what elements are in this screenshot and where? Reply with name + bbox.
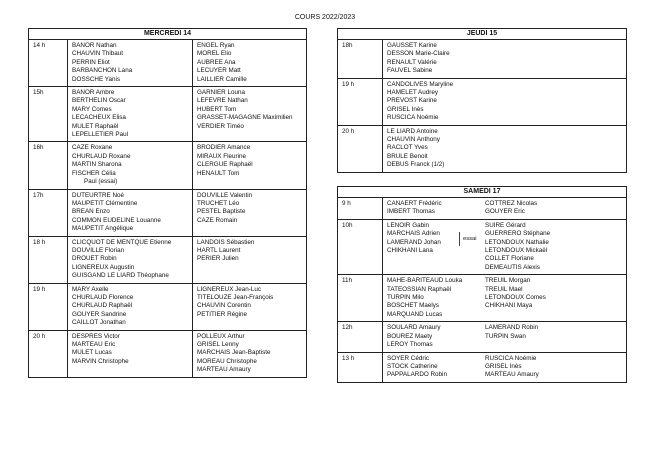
student-name: RACLOT Yves xyxy=(387,144,428,152)
student-name: LECACHEUX Elisa xyxy=(72,114,126,122)
names-group xyxy=(383,40,627,79)
student-name: PERIER Julien xyxy=(197,255,239,263)
student-name: BANOR Ambre xyxy=(72,89,115,97)
right-group xyxy=(193,189,307,236)
student-name: MARTEAU Amaury xyxy=(485,371,539,379)
student-name: CHURLAUD Raphaël xyxy=(72,302,133,310)
student-name: BANOR Nathan xyxy=(72,42,117,49)
student-name: RUSCICA Noémie xyxy=(387,114,439,122)
student-name: DOUVILLE Valentin xyxy=(197,191,253,199)
names-group xyxy=(383,125,627,172)
student-name: MARY Axelle xyxy=(72,285,109,293)
left-group xyxy=(68,87,193,142)
essai-note: essai xyxy=(459,232,477,246)
student-name: DEBUS Franck (1/2) xyxy=(387,161,445,169)
left-group xyxy=(68,330,193,377)
student-name: MARTEAU Eric xyxy=(72,341,116,348)
name-pair xyxy=(387,363,626,371)
student-name: CAILLOT Jonathan xyxy=(72,319,126,327)
student-name: GOUYER Eric xyxy=(485,208,525,216)
student-name: DOSSCHE Yanis xyxy=(72,75,121,83)
right-group xyxy=(193,87,307,142)
left-group xyxy=(68,189,193,236)
name-pair xyxy=(387,277,626,285)
right-group xyxy=(193,40,307,87)
saturday-heading: SAMEDI 17 xyxy=(338,187,627,198)
student-name: PETITIER Régine xyxy=(197,310,248,318)
student-name: CHIKHANI Maya xyxy=(485,302,533,310)
student-name: LIGNEREUX Jean-Luc xyxy=(197,285,262,293)
student-name: ENGEL Ryan xyxy=(197,42,235,49)
student-name: PESTEL Baptiste xyxy=(197,208,246,216)
page-title: COURS 2022/2023 xyxy=(294,14,356,21)
time-label: 10h xyxy=(338,219,383,274)
time-slot-row xyxy=(29,40,307,87)
student-name: MARVIN Christophe xyxy=(72,357,129,365)
student-name: GUERRERO Stéphane xyxy=(485,230,551,238)
student-name: CANDOLIVES Maryline xyxy=(387,80,454,88)
time-label: 16h xyxy=(29,142,68,189)
name-pair xyxy=(387,294,626,302)
student-name: MARY Comes xyxy=(72,105,112,113)
student-name: HENAULT Tom xyxy=(197,169,240,177)
student-name: RUSCICA Noémie xyxy=(485,354,537,362)
student-name: LENOIR Gabin xyxy=(387,221,429,229)
student-name: DUTEURTRE Noé xyxy=(72,191,125,199)
name-pair xyxy=(387,302,626,310)
student-name: COTTREZ Nicolas xyxy=(485,200,538,207)
time-slot-row xyxy=(338,275,627,322)
student-name xyxy=(387,255,485,263)
student-name: MIRAUX Fleurine xyxy=(197,152,246,160)
time-label: 19 h xyxy=(338,78,383,125)
wednesday-table xyxy=(28,28,307,378)
student-name: CHURLAUD Florence xyxy=(72,293,134,301)
time-slot-row xyxy=(338,125,627,172)
name-pair xyxy=(387,286,626,294)
time-slot-row xyxy=(29,330,307,377)
student-name: TREUIL Morgan xyxy=(485,277,531,285)
student-name: TATEOSSIAN Raphaël xyxy=(387,285,452,293)
student-name: GUISGAND LE LIARD Théophane xyxy=(72,272,169,280)
right-group xyxy=(193,142,307,189)
student-name: COMMON EUDELINE Louanne xyxy=(72,216,161,224)
left-group xyxy=(68,40,193,87)
student-name: BOUREZ Maety xyxy=(387,332,433,340)
name-pair xyxy=(387,247,626,255)
time-label: 14 h xyxy=(29,40,68,87)
time-slot-row xyxy=(338,198,627,220)
student-name: LE LIARD Antoine xyxy=(387,127,438,135)
time-label: 17h xyxy=(29,189,68,236)
student-name xyxy=(485,341,581,349)
student-name: MAUPETIT Clémentine xyxy=(72,199,138,207)
student-name: TITELOUZE Jean-François xyxy=(197,293,274,301)
time-slot-row xyxy=(338,219,627,274)
name-pair xyxy=(387,355,626,363)
name-pair xyxy=(387,255,626,263)
student-name: CHAUVIN Anthony xyxy=(387,136,440,144)
name-pair xyxy=(387,341,626,349)
student-name: AUBREE Ana xyxy=(197,58,236,66)
student-name: BERTHELIN Oscar xyxy=(72,97,126,105)
thursday-heading: JEUDI 15 xyxy=(338,29,627,40)
student-name: SOYER Cédric xyxy=(387,354,429,362)
student-name: STOCK Catherine xyxy=(387,362,438,370)
student-name: CAZE Roxane xyxy=(72,144,113,152)
time-slot-row xyxy=(29,142,307,189)
student-name: LEROY Thomas xyxy=(387,341,433,349)
left-group xyxy=(68,283,193,330)
student-name: MARTEAU Amaury xyxy=(197,366,251,374)
student-name: TRUCHET Léo xyxy=(197,199,240,207)
student-name: CLICQUOT DE MENTQUE Etienne xyxy=(72,238,172,246)
student-name: TURPIN Milo xyxy=(387,294,424,302)
student-name: DROUET Robin xyxy=(72,255,117,263)
student-name: LAILLIER Camille xyxy=(197,75,247,83)
student-name: LEFEVRE Nathan xyxy=(197,97,248,105)
student-name: LETONDOUX Mickaël xyxy=(485,247,548,255)
student-name: CHAUVIN Corentin xyxy=(197,302,251,310)
time-label: 18 h xyxy=(29,236,68,283)
student-name xyxy=(485,311,581,319)
student-name: DOUVILLE Florian xyxy=(72,246,125,254)
time-slot-row xyxy=(29,283,307,330)
time-label: 20 h xyxy=(338,125,383,172)
student-name: CLERGUE Raphaël xyxy=(197,161,253,169)
right-group xyxy=(193,283,307,330)
student-name: LAMERAND Johan xyxy=(387,238,441,246)
student-name: CHURLAUD Roxane xyxy=(72,152,131,160)
names-group xyxy=(383,78,627,125)
names-group xyxy=(383,219,627,274)
time-label: 13 h xyxy=(338,352,383,382)
name-pair xyxy=(387,371,626,379)
saturday-table xyxy=(337,186,627,383)
name-pair xyxy=(387,208,626,216)
time-label: 20 h xyxy=(29,330,68,377)
left-group xyxy=(68,142,193,189)
student-name: MARTIN Sharona xyxy=(72,161,122,169)
student-name: LAMERAND Robin xyxy=(485,324,539,332)
student-name: BRULE Benoit xyxy=(387,152,428,160)
student-name: GRISEL Lenny xyxy=(197,341,239,348)
student-name: DEMEAUTIS Alexis xyxy=(485,263,540,271)
student-name: TREUIL Mael xyxy=(485,285,523,293)
student-name: MOREAU Christophe xyxy=(197,357,257,365)
student-name: FAUVEL Sabine xyxy=(387,67,433,75)
student-name: PAPPALARDO Robin xyxy=(387,371,447,379)
student-name: MULET Raphaël xyxy=(72,122,119,130)
student-name: MULET Lucas xyxy=(72,349,112,357)
student-name: GAUSSET Karine xyxy=(387,42,437,49)
right-group xyxy=(193,330,307,377)
time-slot-row xyxy=(338,78,627,125)
student-name: Paul (essai) xyxy=(84,178,118,186)
time-label: 11h xyxy=(338,275,383,322)
student-name: PERRIN Eliot xyxy=(72,58,110,66)
student-name: DESSON Marie-Claire xyxy=(387,50,450,58)
student-name: MARCHAIS Adrien xyxy=(387,230,440,238)
student-name xyxy=(387,264,485,272)
name-pair xyxy=(387,230,626,238)
name-pair xyxy=(387,333,626,341)
name-pair xyxy=(387,311,626,319)
student-name: GRASSET-MAGAGNE Maximilien xyxy=(197,114,293,122)
student-name: MARQUAND Lucas xyxy=(387,310,443,318)
names-group xyxy=(383,352,627,382)
time-slot-row xyxy=(29,236,307,283)
student-name: LETONDOUX Nathalie xyxy=(485,238,549,246)
student-name: GOUYER Sandrine xyxy=(72,310,127,318)
student-name: LIGNEREUX Augustin xyxy=(72,263,135,271)
names-group xyxy=(383,275,627,322)
student-name: IMBERT Thomas xyxy=(387,208,435,216)
student-name: LANDOIS Sébastien xyxy=(197,238,255,246)
time-slot-row xyxy=(29,87,307,142)
student-name: MARCHAIS Jean-Baptiste xyxy=(197,349,271,357)
student-name: COLLET Floriane xyxy=(485,255,534,263)
student-name: HARTL Laurent xyxy=(197,246,241,254)
names-group xyxy=(383,198,627,220)
student-name: RENAULT Valérie xyxy=(387,58,437,66)
name-pair xyxy=(387,264,626,272)
student-name: LEPELLETIER Paul xyxy=(72,131,129,139)
student-name: DESPRES Victor xyxy=(72,332,120,340)
student-name: GARNIER Louna xyxy=(197,89,245,97)
time-label: 19 h xyxy=(29,283,68,330)
student-name: LETONDOUX Comes xyxy=(485,294,546,302)
student-name: CANAERT Frédéric xyxy=(387,200,442,207)
student-name: GRISEL Inès xyxy=(485,362,522,370)
student-name: CHIKHANI Lana xyxy=(387,247,433,255)
thursday-table xyxy=(337,28,627,173)
student-name: TURPIN Swan xyxy=(485,332,526,340)
names-group xyxy=(383,322,627,352)
right-group xyxy=(193,236,307,283)
student-name: BARBANCHON Lana xyxy=(72,67,133,75)
time-slot-row xyxy=(338,352,627,382)
student-name: LECUYER Matt xyxy=(197,67,241,75)
time-label: 15h xyxy=(29,87,68,142)
student-name: PREVOST Karine xyxy=(387,97,437,105)
name-pair xyxy=(387,239,626,247)
time-slot-row xyxy=(338,40,627,79)
student-name: MOREL Elio xyxy=(197,50,232,58)
student-name: CAZE Romain xyxy=(197,216,238,224)
student-name: HAMELET Audrey xyxy=(387,89,438,97)
student-name: MAUPETIT Angélique xyxy=(72,225,134,233)
left-group xyxy=(68,236,193,283)
name-pair xyxy=(387,324,626,332)
time-label: 9 h xyxy=(338,198,383,220)
student-name: SOULARD Amaury xyxy=(387,324,441,332)
student-name: CHAUVIN Thibaut xyxy=(72,50,123,58)
student-name: MAHE-BARITEAUD Louka xyxy=(387,277,463,285)
student-name: GRISEL Inès xyxy=(387,105,424,113)
time-slot-row xyxy=(29,189,307,236)
student-name: FISCHER Célia xyxy=(72,169,116,177)
student-name: BREAN Enzo xyxy=(72,208,110,216)
name-pair xyxy=(387,200,626,208)
student-name: POLLEUX Arthur xyxy=(197,332,245,340)
time-slot-row xyxy=(338,322,627,352)
student-name: BOSCHET Maelys xyxy=(387,302,440,310)
student-name: BRODIER Amance xyxy=(197,144,251,152)
student-name: VERDIER Timéo xyxy=(197,122,244,130)
name-pair xyxy=(387,222,626,230)
wednesday-heading: MERCREDI 14 xyxy=(29,29,307,40)
student-name: SUIRE Gérard xyxy=(485,221,526,229)
time-label: 18h xyxy=(338,40,383,79)
time-label: 12h xyxy=(338,322,383,352)
student-name: HUBERT Tom xyxy=(197,105,237,113)
